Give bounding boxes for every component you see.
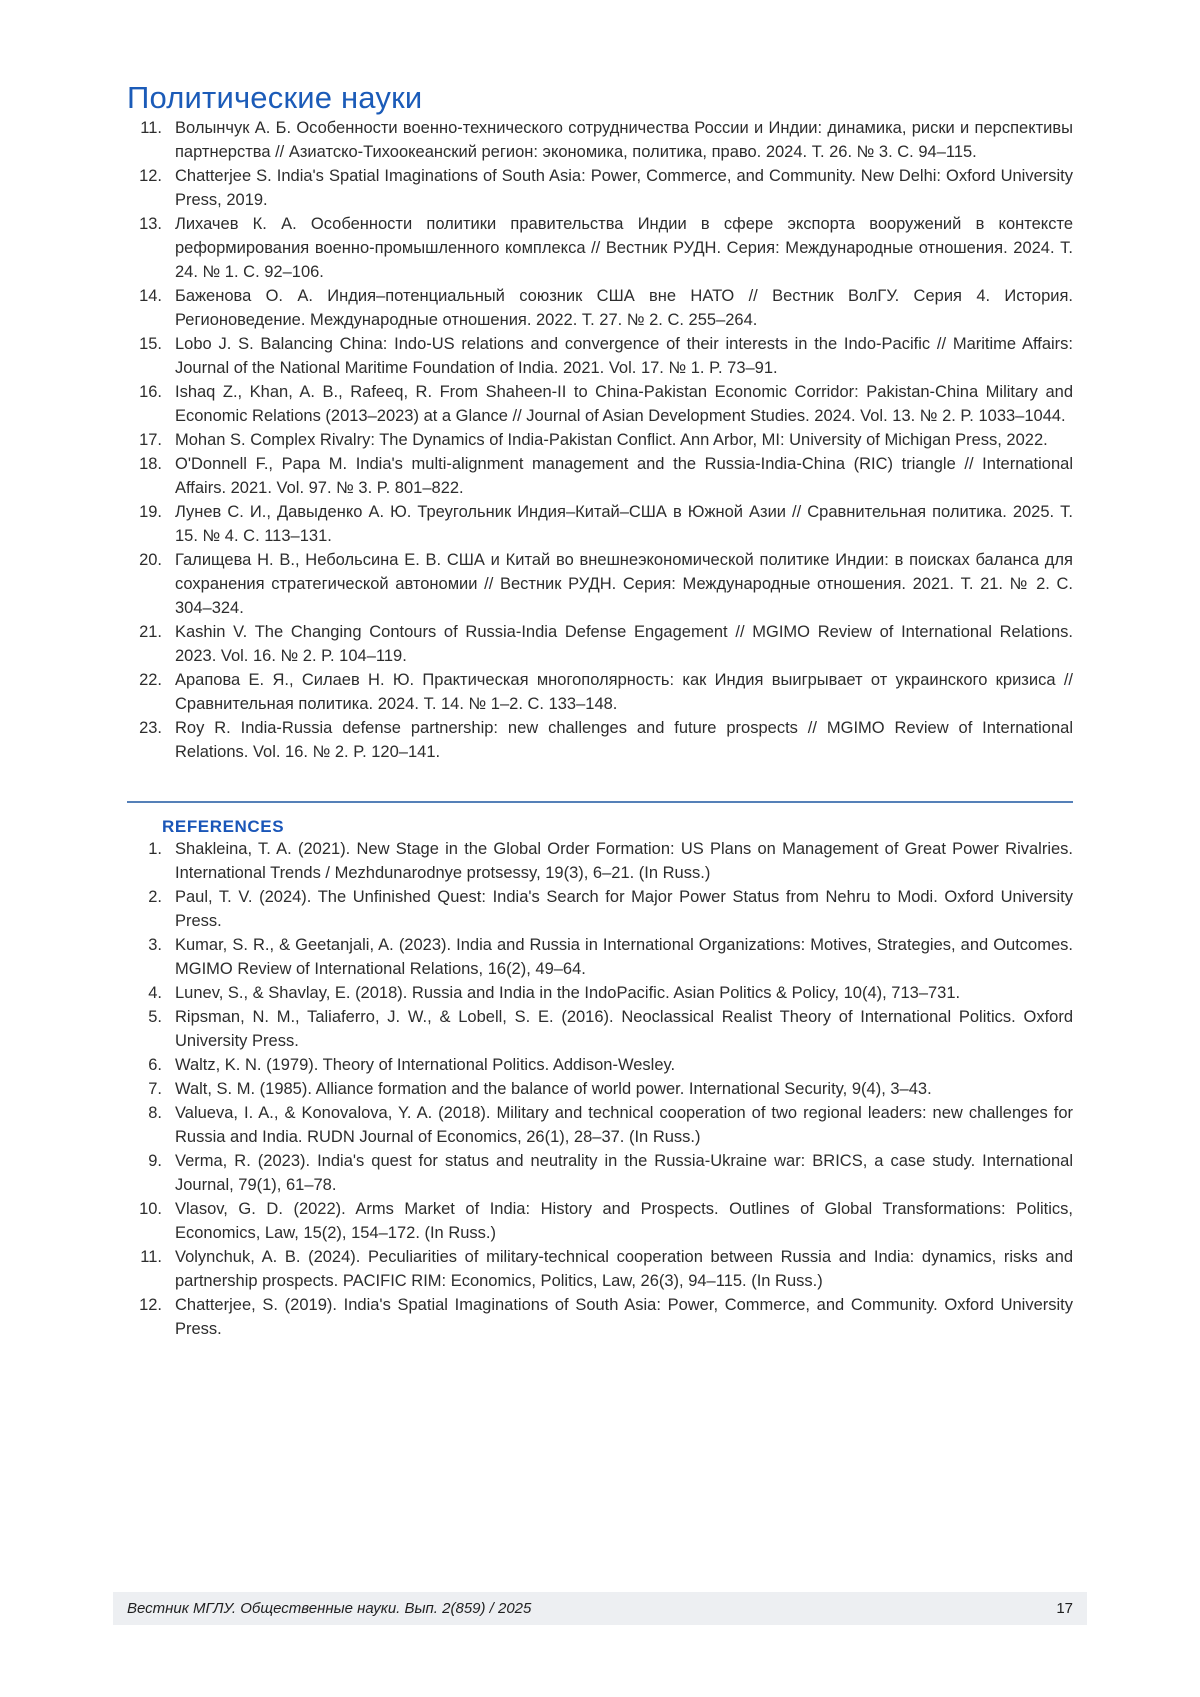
item-number: 11. [140, 119, 162, 137]
item-number: 16. [139, 383, 162, 401]
item-number: 9. [148, 1152, 162, 1170]
item-text: Арапова Е. Я., Силаев Н. Ю. Практическая многополярность: как Индия выигрывает от украинского кризиса // Сравнительная политика. 2024. Т. 14. № 1–2. С. 133–148. [175, 671, 1073, 713]
reference-item [127, 452, 1073, 500]
item-text: Chatterjee S. India's Spatial Imaginations of South Asia: Power, Commerce, and Community. New Delhi: Oxford University Press, 2019. [175, 167, 1073, 209]
item-number: 13. [139, 215, 162, 233]
item-text: Shakleina, T. A. (2021). New Stage in the Global Order Formation: US Plans on Management of Great Power Rivalries. International Trends / Mezhdunarodnye protsessy, 19(3), 6–21. (In Russ.) [175, 840, 1073, 882]
item-text: Лунев С. И., Давыденко А. Ю. Треугольник Индия–Китай–США в Южной Азии // Сравнительная политика. 2025. Т. 15. № 4. С. 113–131. [175, 503, 1073, 545]
item-number: 3. [148, 936, 162, 954]
section-divider [127, 801, 1073, 803]
reference-item [127, 1197, 1073, 1245]
reference-item [127, 380, 1073, 428]
reference-item [127, 1053, 1073, 1077]
item-text: O'Donnell F., Papa M. India's multi-alignment management and the Russia-India-China (RIC) triangle // International Affairs. 2021. Vol. 97. № 3. P. 801–822. [175, 455, 1073, 497]
item-number: 22. [139, 671, 162, 689]
reference-item [127, 837, 1073, 885]
item-number: 20. [139, 551, 162, 569]
item-number: 17. [139, 431, 162, 449]
reference-item [127, 1245, 1073, 1293]
reference-item [127, 620, 1073, 668]
item-text: Баженова О. А. Индия–потенциальный союзник США вне НАТО // Вестник ВолГУ. Серия 4. История. Регионоведение. Международные отношения. 2022. Т. 27. № 2. С. 255–264. [175, 287, 1073, 329]
item-text: Lobo J. S. Balancing China: Indo-US relations and convergence of their interests in the Indo-Pacific // Maritime Affairs: Journal of the National Maritime Foundation of India. 2021. Vol. 17. № 1. P. 73–91. [175, 335, 1073, 377]
reference-item [127, 1101, 1073, 1149]
item-text: Kumar, S. R., & Geetanjali, A. (2023). India and Russia in International Organizations: Motives, Strategies, and Outcomes. MGIMO Review of International Relations, 16(2), 49–64. [175, 936, 1073, 978]
reference-item [127, 716, 1073, 764]
literature-list [127, 116, 1073, 764]
reference-item [127, 885, 1073, 933]
item-text: Галищева Н. В., Небольсина Е. В. США и Китай во внешнеэкономической политике Индии: в поисках баланса для сохранения стратегической автономии // Вестник РУДН. Серия: Международные отношения. 2021. Т. 21. № 2. С. 304–324. [175, 551, 1073, 617]
item-number: 10. [139, 1200, 162, 1218]
item-text: Kashin V. The Changing Contours of Russia-India Defense Engagement // MGIMO Review of International Relations. 2023. Vol. 16. № 2. P. 104–119. [175, 623, 1073, 665]
item-number: 8. [148, 1104, 162, 1122]
item-number: 12. [139, 1296, 162, 1314]
item-number: 18. [139, 455, 162, 473]
item-number: 19. [139, 503, 162, 521]
reference-item [127, 212, 1073, 284]
item-number: 6. [148, 1056, 162, 1074]
item-text: Waltz, K. N. (1979). Theory of International Politics. Addison-Wesley. [175, 1056, 676, 1074]
item-number: 23. [139, 719, 162, 737]
item-number: 1. [148, 840, 162, 858]
item-text: Valueva, I. A., & Konovalova, Y. A. (2018). Military and technical cooperation of two regional leaders: new challenges for Russia and India. RUDN Journal of Economics, 26(1), 28–37. (In Russ.) [175, 1104, 1073, 1146]
item-text: Лихачев К. А. Особенности политики правительства Индии в сфере экспорта вооружений в контексте реформирования военно-промышленного комплекса // Вестник РУДН. Серия: Международные отношения. 2024. Т. 24. № 1. С. 92–106. [175, 215, 1073, 281]
item-number: 5. [148, 1008, 162, 1026]
item-text: Verma, R. (2023). India's quest for status and neutrality in the Russia-Ukraine war: BRICS, a case study. International Journal, 79(1), 61–78. [175, 1152, 1073, 1194]
item-number: 12. [139, 167, 162, 185]
item-text: Roy R. India-Russia defense partnership: new challenges and future prospects // MGIMO Review of International Relations. Vol. 16. № 2. P. 120–141. [175, 719, 1073, 761]
item-text: Ripsman, N. M., Taliaferro, J. W., & Lobell, S. E. (2016). Neoclassical Realist Theory of International Politics. Oxford University Press. [175, 1008, 1073, 1050]
footer-page-number: 17 [1056, 1600, 1073, 1617]
reference-item [127, 1149, 1073, 1197]
item-number: 11. [140, 1248, 162, 1266]
reference-item [127, 548, 1073, 620]
reference-item [127, 1005, 1073, 1053]
reference-item [127, 116, 1073, 164]
reference-item [127, 1077, 1073, 1101]
reference-item [127, 284, 1073, 332]
item-number: 4. [148, 984, 162, 1002]
item-text: Paul, T. V. (2024). The Unfinished Quest: India's Search for Major Power Status from Nehru to Modi. Oxford University Press. [175, 888, 1073, 930]
reference-item [127, 668, 1073, 716]
item-text: Volynchuk, A. B. (2024). Peculiarities of military-technical cooperation between Russia and India: dynamics, risks and partnership prospects. PACIFIC RIM: Economics, Politics, Law, 26(3), 94–115. (In Russ.) [175, 1248, 1073, 1290]
section-title: Политические науки [127, 80, 423, 115]
references-list [127, 837, 1073, 1341]
reference-item [127, 981, 1073, 1005]
item-number: 14. [139, 287, 162, 305]
item-number: 21. [139, 623, 162, 641]
item-text: Lunev, S., & Shavlay, E. (2018). Russia and India in the IndoPacific. Asian Politics & Policy, 10(4), 713–731. [175, 984, 961, 1002]
item-number: 7. [148, 1080, 162, 1098]
footer-journal-line: Вестник МГЛУ. Общественные науки. Вып. 2(859) / 2025 [127, 1600, 532, 1617]
reference-item [127, 500, 1073, 548]
page-footer [113, 1592, 1087, 1625]
item-text: Chatterjee, S. (2019). India's Spatial Imaginations of South Asia: Power, Commerce, and Community. Oxford University Press. [175, 1296, 1073, 1338]
item-text: Ishaq Z., Khan, A. B., Rafeeq, R. From Shaheen-II to China-Pakistan Economic Corridor: Pakistan-China Military and Economic Relations (2013–2023) at a Glance // Journal of Asian Development Studies. 2024. Vol. 13. № 2. P. 1033–1044. [175, 383, 1073, 425]
item-number: 15. [139, 335, 162, 353]
references-heading: REFERENCES [162, 817, 285, 836]
item-text: Волынчук А. Б. Особенности военно-технического сотрудничества России и Индии: динамика, риски и перспективы партнерства // Азиатско-Тихоокеанский регион: экономика, политика, право. 2024. Т. 26. № 3. С. 94–115. [175, 119, 1073, 161]
reference-item [127, 1293, 1073, 1341]
reference-item [127, 933, 1073, 981]
item-text: Vlasov, G. D. (2022). Arms Market of India: History and Prospects. Outlines of Global Transformations: Politics, Economics, Law, 15(2), 154–172. (In Russ.) [175, 1200, 1073, 1242]
item-text: Walt, S. M. (1985). Alliance formation and the balance of world power. International Security, 9(4), 3–43. [175, 1080, 932, 1098]
reference-item [127, 332, 1073, 380]
page-content [127, 0, 1073, 1341]
reference-item [127, 164, 1073, 212]
reference-item [127, 428, 1073, 452]
item-text: Mohan S. Complex Rivalry: The Dynamics of India-Pakistan Conflict. Ann Arbor, MI: University of Michigan Press, 2022. [175, 431, 1048, 449]
item-number: 2. [148, 888, 162, 906]
